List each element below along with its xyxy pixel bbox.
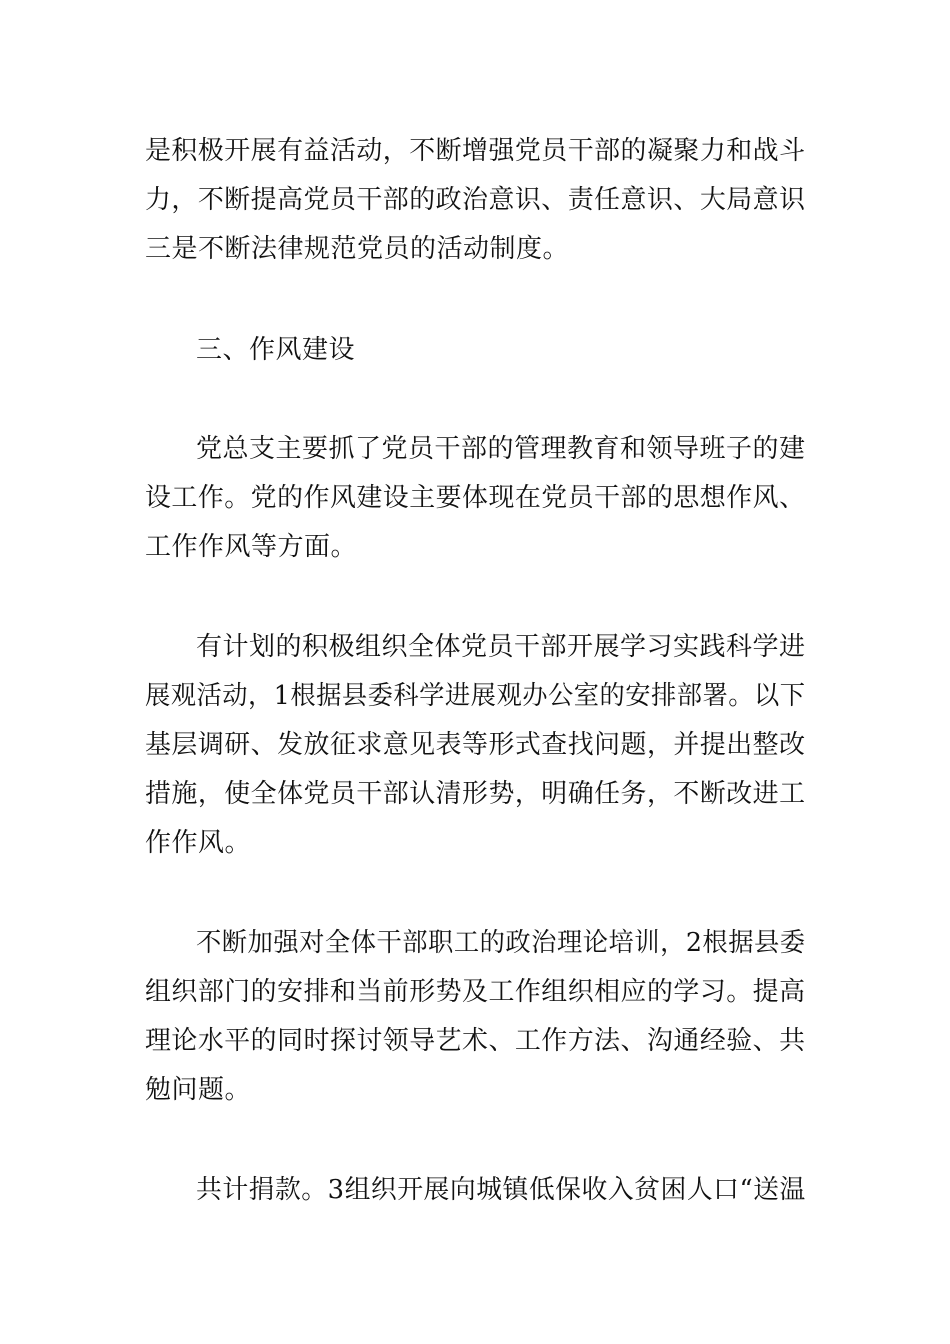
paragraph-line: 理论水平的同时探讨领导艺术、工作方法、沟通经验、共: [145, 1026, 806, 1056]
paragraph-line: 工作作风等方面。: [145, 532, 358, 562]
paragraph-line: 三是不断法律规范党员的活动制度。: [145, 234, 570, 264]
section-heading: 三、作风建设: [196, 335, 356, 365]
paragraph-line: 勉问题。: [145, 1075, 252, 1105]
paragraph-line: 措施，使全体党员干部认清形势，明确任务，不断改进工: [145, 779, 806, 809]
paragraph-line: 设工作。党的作风建设主要体现在党员干部的思想作风、: [145, 483, 806, 513]
paragraph-line: 不断加强对全体干部职工的政治理论培训，2根据县委: [196, 928, 806, 958]
paragraph-line: 基层调研、发放征求意见表等形式查找问题，并提出整改: [145, 730, 806, 760]
paragraph-line: 党总支主要抓了党员干部的管理教育和领导班子的建: [196, 434, 806, 464]
paragraph-line: 有计划的积极组织全体党员干部开展学习实践科学进: [196, 632, 806, 662]
paragraph-line: 组织部门的安排和当前形势及工作组织相应的学习。提高: [145, 977, 806, 1007]
paragraph-line: 力，不断提高党员干部的政治意识、责任意识、大局意识: [145, 185, 806, 215]
paragraph-line: 作作风。: [145, 828, 252, 858]
paragraph-line: 展观活动，1根据县委科学进展观办公室的安排部署。以下: [145, 681, 806, 711]
paragraph-line: 共计捐款。3组织开展向城镇低保收入贫困人口“送温: [196, 1175, 806, 1205]
paragraph-line: 是积极开展有益活动，不断增强党员干部的凝聚力和战斗: [145, 136, 806, 166]
